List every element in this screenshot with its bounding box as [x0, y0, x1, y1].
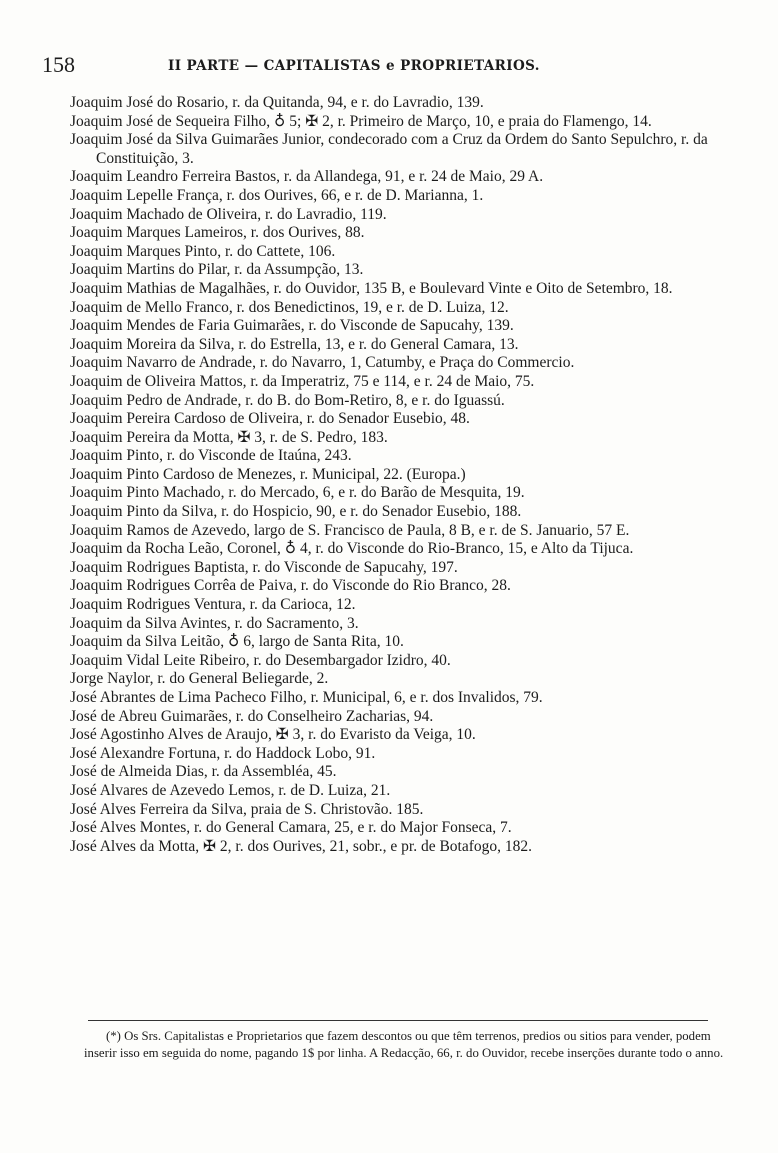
- directory-entry: Joaquim Rodrigues Corrêa de Paiva, r. do Visconde do Rio Branco, 28.: [70, 577, 511, 595]
- directory-entry: José Alvares de Azevedo Lemos, r. de D. Luiza, 21.: [70, 781, 391, 799]
- directory-entry: José Alves Ferreira da Silva, praia de S. Christovão. 185.: [70, 800, 424, 818]
- directory-entry: Joaquim Pinto Cardoso de Menezes, r. Municipal, 22. (Europa.): [70, 465, 466, 483]
- directory-entry: Joaquim Moreira da Silva, r. do Estrella, 13, e r. do General Camara, 13.: [70, 335, 519, 353]
- directory-entry: Joaquim José do Rosario, r. da Quitanda, 94, e r. do Lavradio, 139.: [70, 94, 484, 111]
- directory-entry: Joaquim José da Silva Guimarães Junior, condecorado com a Cruz da Ordem do Santo Sepulchro, r. da Constituição, 3.: [70, 131, 708, 167]
- directory-entry: Joaquim da Rocha Leão, Coronel, ♁ 4, r. do Visconde do Rio-Branco, 15, e Alto da Tijuca.: [70, 540, 634, 558]
- directory-entry: Joaquim Pedro de Andrade, r. do B. do Bom-Retiro, 8, e r. do Iguassú.: [70, 391, 505, 409]
- page-number: 158: [42, 52, 75, 77]
- directory-entry: Joaquim José de Sequeira Filho, ♁ 5; ✠ 2, r. Primeiro de Março, 10, e praia do Flamengo, 14.: [70, 112, 652, 130]
- directory-entry: Joaquim Pinto, r. do Visconde de Itaúna, 243.: [70, 447, 352, 465]
- directory-entry: Jorge Naylor, r. do General Beliegarde, 2.: [70, 670, 329, 688]
- directory-entry: Joaquim Rodrigues Ventura, r. da Carioca, 12.: [70, 596, 356, 614]
- directory-entry: Joaquim da Silva Avintes, r. do Sacramento, 3.: [70, 614, 359, 632]
- running-head: II PARTE — CAPITALISTAS e PROPRIETARIOS.: [168, 58, 540, 74]
- directory-entry: Joaquim Marques Lameiros, r. dos Ourives, 88.: [70, 224, 365, 242]
- directory-entry: Joaquim de Oliveira Mattos, r. da Imperatriz, 75 e 114, e r. 24 de Maio, 75.: [70, 372, 535, 390]
- directory-entry: Joaquim Pereira Cardoso de Oliveira, r. do Senador Eusebio, 48.: [70, 410, 470, 428]
- directory-entry: José Alves Montes, r. do General Camara, 25, e r. do Major Fonseca, 7.: [70, 819, 512, 837]
- footnote-divider: [88, 1020, 708, 1021]
- directory-entry: José de Almeida Dias, r. da Assembléa, 45.: [70, 763, 337, 781]
- directory-entry: José Alexandre Fortuna, r. do Haddock Lobo, 91.: [70, 744, 376, 762]
- directory-entry: José Agostinho Alves de Araujo, ✠ 3, r. do Evaristo da Veiga, 10.: [70, 726, 476, 744]
- footnote: (*) Os Srs. Capitalistas e Proprietarios que fazem descontos ou que têm terrenos, predios ou sitios para vender, podem inserir isso em seguida do nome, pagando 1$ por linha. A Redacção, 66, r. do Ouvidor, recebe inserções durante todo o anno.: [84, 1029, 724, 1060]
- directory-entry: José Alves da Motta, ✠ 2, r. dos Ourives, 21, sobr., e pr. de Botafogo, 182.: [70, 837, 533, 855]
- directory-entry: Joaquim Marques Pinto, r. do Cattete, 106.: [70, 242, 336, 260]
- directory-entry: Joaquim Vidal Leite Ribeiro, r. do Desembargador Izidro, 40.: [70, 651, 451, 669]
- directory-entry: Joaquim Ramos de Azevedo, largo de S. Francisco de Paula, 8 B, e r. de S. Januario, 57 E.: [70, 521, 630, 539]
- directory-entry: José Abrantes de Lima Pacheco Filho, r. Municipal, 6, e r. dos Invalidos, 79.: [70, 689, 543, 706]
- directory-entry: Joaquim Pinto da Silva, r. do Hospicio, 90, e r. do Senador Eusebio, 188.: [70, 503, 522, 521]
- directory-entry: Joaquim Lepelle França, r. dos Ourives, 66, e r. de D. Marianna, 1.: [70, 186, 484, 204]
- directory-entry: Joaquim Mendes de Faria Guimarães, r. do Visconde de Sapucahy, 139.: [70, 317, 514, 335]
- directory-entry: Joaquim da Silva Leitão, ♁ 6, largo de Santa Rita, 10.: [70, 633, 404, 651]
- directory-entry: Joaquim Martins do Pilar, r. da Assumpção, 13.: [70, 261, 364, 279]
- directory-entry: Joaquim Leandro Ferreira Bastos, r. da Allandega, 91, e r. 24 de Maio, 29 A.: [70, 168, 544, 186]
- directory-entry: Joaquim Pinto Machado, r. do Mercado, 6, e r. do Barão de Mesquita, 19.: [70, 484, 525, 502]
- directory-entry: Joaquim Mathias de Magalhães, r. do Ouvidor, 135 B, e Boulevard Vinte e Oito de Setembro, 18.: [70, 279, 673, 297]
- directory-entry: Joaquim Navarro de Andrade, r. do Navarro, 1, Catumby, e Praça do Commercio.: [70, 354, 575, 372]
- directory-entry: Joaquim Pereira da Motta, ✠ 3, r. de S. Pedro, 183.: [70, 428, 388, 446]
- page-header: [38, 50, 738, 78]
- directory-entry: Joaquim Rodrigues Baptista, r. do Visconde de Sapucahy, 197.: [70, 558, 458, 576]
- directory-entry: Joaquim de Mello Franco, r. dos Benedictinos, 19, e r. de D. Luiza, 12.: [70, 298, 509, 316]
- directory-entry: Joaquim Machado de Oliveira, r. do Lavradio, 119.: [70, 205, 387, 223]
- directory-entry: José de Abreu Guimarães, r. do Conselheiro Zacharias, 94.: [70, 707, 434, 725]
- entry-list: [70, 94, 750, 856]
